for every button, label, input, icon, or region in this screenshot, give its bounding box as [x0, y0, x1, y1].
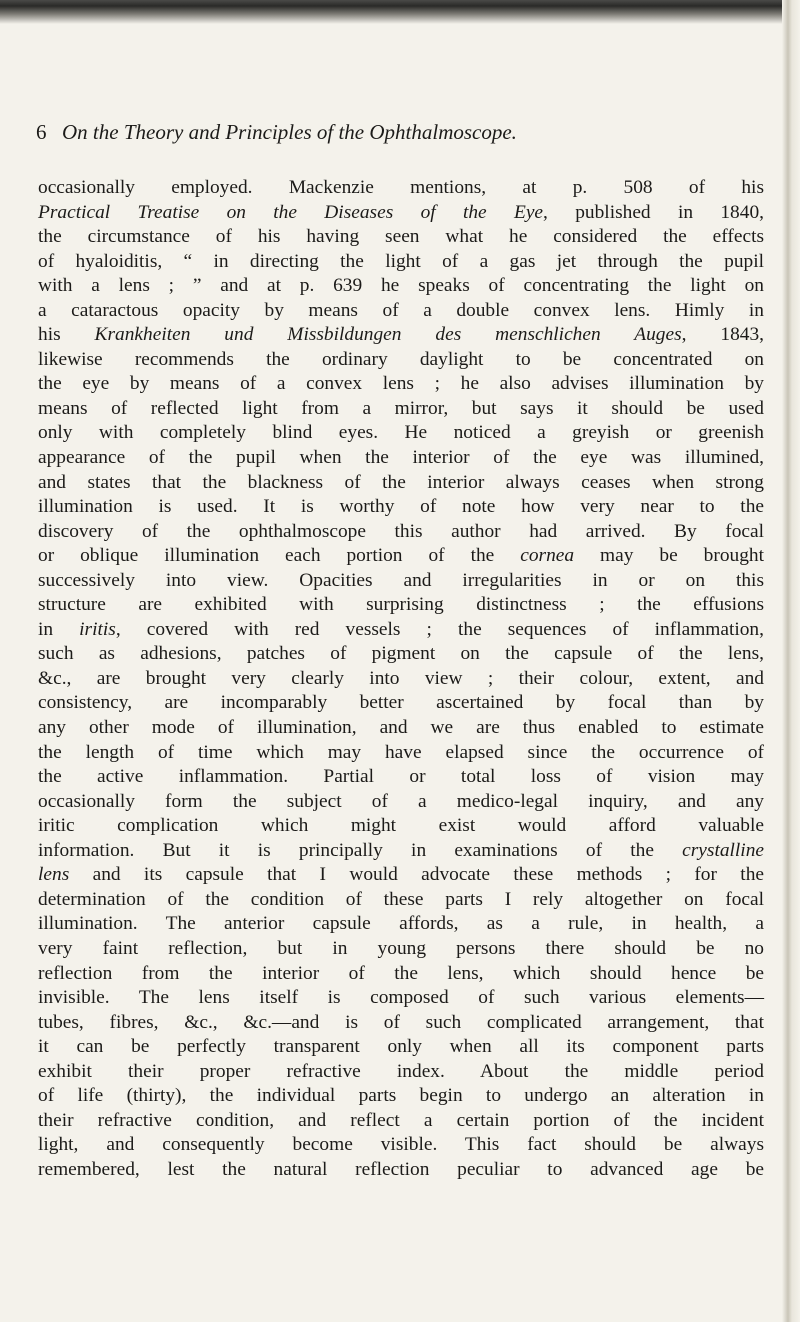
text-line: light, and consequently become visible. This fact should be always [38, 1134, 764, 1156]
text-line: illumination is used. It is worthy of note how very near to the [38, 496, 764, 518]
text-line: consistency, are incomparably better ascertained by focal than by [38, 692, 764, 714]
text-line: the active inflammation. Partial or total loss of vision may [38, 766, 764, 788]
text-line: it can be perfectly transparent only when all its component parts [38, 1036, 764, 1058]
text-line: tubes, fibres, &c., &c.—and is of such complicated arrangement, that [38, 1011, 764, 1033]
text-line: invisible. The lens itself is composed of such various elements— [38, 987, 764, 1009]
text-line: Practical Treatise on the Diseases of the Eye, published in 1840, [38, 201, 764, 223]
text-line: information. But it is principally in examinations of the crystalline [38, 839, 764, 861]
text-line: or oblique illumination each portion of the cornea may be brought [38, 545, 764, 567]
text-line: the length of time which may have elapsed since the occurrence of [38, 741, 764, 763]
text-line: means of reflected light from a mirror, but says it should be used [38, 397, 764, 419]
page-binding-edge [782, 0, 800, 1322]
text-line: occasionally employed. Mackenzie mentions, at p. 508 of his [38, 177, 764, 198]
text-line: &c., are brought very clearly into view ; their colour, extent, and [38, 667, 764, 689]
page-number: 6 [36, 120, 47, 144]
text-line: appearance of the pupil when the interior of the eye was illumined, [38, 447, 764, 469]
text-line: determination of the condition of these parts I rely altogether on focal [38, 888, 764, 910]
text-line: the circumstance of his having seen what he considered the effects [38, 226, 764, 248]
text-line: discovery of the ophthalmoscope this author had arrived. By focal [38, 520, 764, 542]
text-line: very faint reflection, but in young persons there should be no [38, 937, 764, 959]
text-line: illumination. The anterior capsule affords, as a rule, in health, a [38, 913, 764, 935]
text-line: reflection from the interior of the lens, which should hence be [38, 962, 764, 984]
running-title: On the Theory and Principles of the Ophthalmoscope. [62, 120, 517, 144]
text-line: in iritis, covered with red vessels ; the sequences of inflammation, [38, 618, 764, 640]
text-line: and states that the blackness of the interior always ceases when strong [38, 471, 764, 493]
text-line: successively into view. Opacities and irregularities in or on this [38, 569, 764, 591]
text-line: the eye by means of a convex lens ; he also advises illumination by [38, 373, 764, 395]
text-line: of life (thirty), the individual parts begin to undergo an alteration in [38, 1085, 764, 1107]
text-line: such as adhesions, patches of pigment on the capsule of the lens, [38, 643, 764, 665]
text-line: only with completely blind eyes. He noticed a greyish or greenish [38, 422, 764, 444]
page-top-edge [0, 0, 800, 24]
page-header [36, 120, 756, 150]
text-line: likewise recommends the ordinary daylight to be concentrated on [38, 348, 764, 370]
text-line: any other mode of illumination, and we are thus enabled to estimate [38, 717, 764, 739]
text-line: their refractive condition, and reflect a certain portion of the incident [38, 1109, 764, 1131]
text-line: with a lens ; ” and at p. 639 he speaks of concentrating the light on [38, 275, 764, 297]
text-line: exhibit their proper refractive index. About the middle period [38, 1060, 764, 1082]
text-line: remembered, lest the natural reflection peculiar to advanced age be [38, 1158, 764, 1180]
text-line: occasionally form the subject of a medico-legal inquiry, and any [38, 790, 764, 812]
text-line: lens and its capsule that I would advocate these methods ; for the [38, 864, 764, 886]
text-line: his Krankheiten und Missbildungen des menschlichen Auges, 1843, [38, 324, 765, 346]
body-paragraph [38, 176, 764, 1182]
text-line: iritic complication which might exist would afford valuable [38, 815, 764, 837]
text-line: a cataractous opacity by means of a double convex lens. Himly in [38, 299, 764, 321]
text-line: of hyaloiditis, “ in directing the light of a gas jet through the pupil [38, 250, 764, 272]
text-line: structure are exhibited with surprising distinctness ; the effusions [38, 594, 764, 616]
